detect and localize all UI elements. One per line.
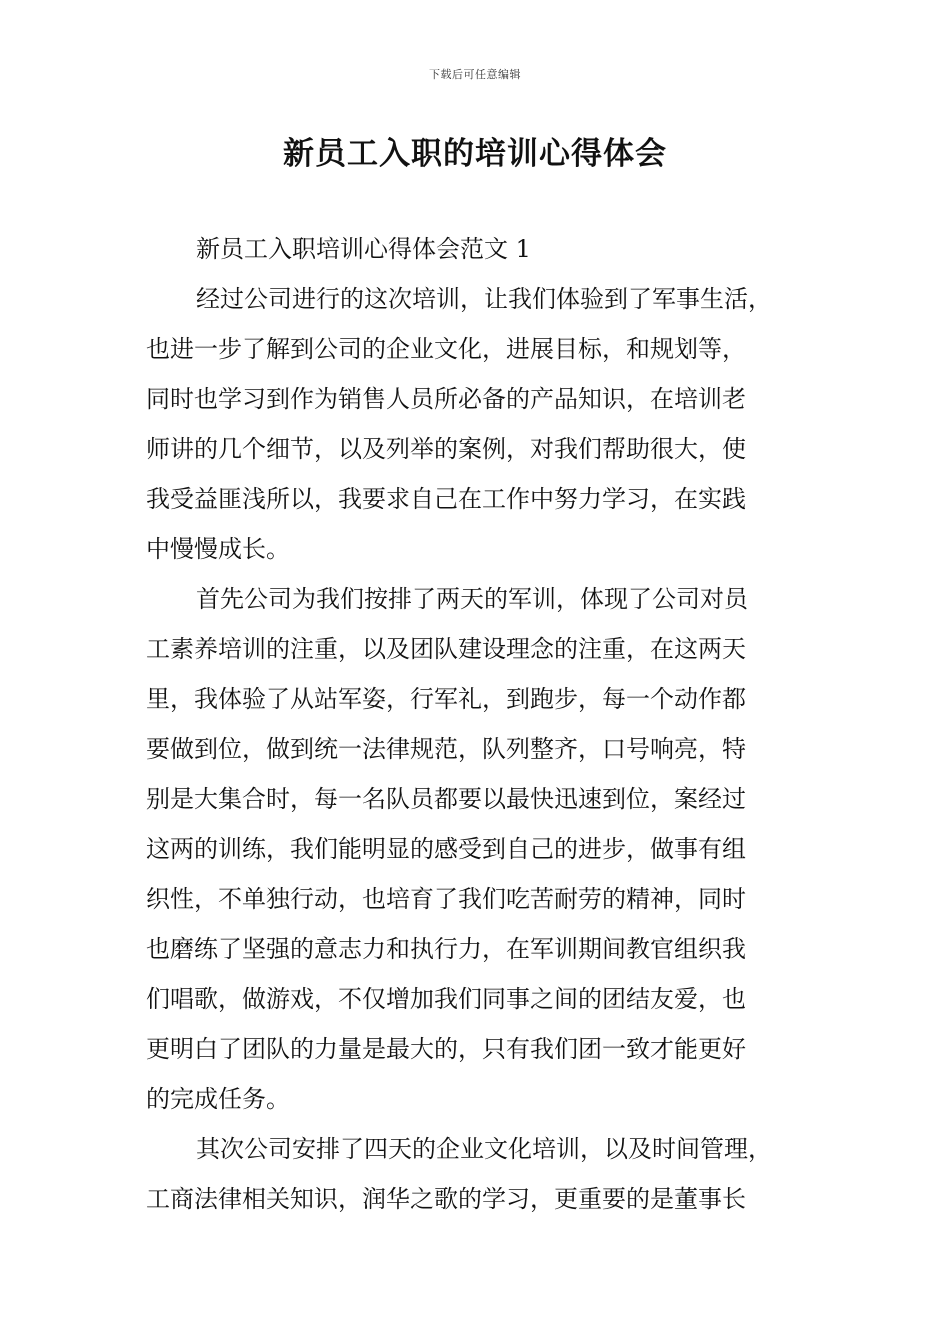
paragraph-line: 别是大集合时，每一名队员都要以最快迅速到位，案经过 [146,785,746,813]
document-title: 新员工入职的培训心得体会 [283,136,667,172]
paragraph [146,276,826,576]
paragraph-line: 师讲的几个细节，以及列举的案例，对我们帮助很大，使 [146,435,746,463]
paragraph-line: 我受益匪浅所以，我要求自己在工作中努力学习，在实践 [146,485,746,513]
paragraph-line: 工素养培训的注重，以及团队建设理念的注重，在这两天 [146,635,746,663]
paragraph-line: 这两的训练，我们能明显的感受到自己的进步，做事有组 [146,835,746,863]
paragraph-line: 里，我体验了从站军姿，行军礼，到跑步，每一个动作都 [146,685,746,713]
document-body [146,226,826,1226]
paragraph-line: 也进一步了解到公司的企业文化，进展目标，和规划等， [146,335,746,363]
paragraph-line: 也磨练了坚强的意志力和执行力，在军训期间教官组织我 [146,935,746,963]
paragraph-line: 其次公司安排了四天的企业文化培训，以及时间管理， [196,1135,772,1163]
section-subtitle: 新员工入职培训心得体会范文 1 [196,235,531,263]
paragraph-line: 工商法律相关知识，润华之歌的学习，更重要的是董事长 [146,1185,746,1213]
paragraph-line: 首先公司为我们按排了两天的军训，体现了公司对员 [196,585,748,613]
paragraph-line: 经过公司进行的这次培训，让我们体验到了军事生活， [196,285,772,313]
paragraph-line: 的完成任务。 [146,1085,290,1113]
paragraph-line: 要做到位，做到统一法律规范，队列整齐，口号响亮，特 [146,735,746,763]
paragraph-line: 织性，不单独行动，也培育了我们吃苦耐劳的精神，同时 [146,885,746,913]
paragraph [146,1126,826,1226]
header-note: 下载后可任意编辑 [429,68,521,81]
paragraph [146,576,826,1126]
paragraph-line: 更明白了团队的力量是最大的，只有我们团一致才能更好 [146,1035,746,1063]
paragraph-line: 中慢慢成长。 [146,535,290,563]
paragraph-line: 同时也学习到作为销售人员所必备的产品知识，在培训老 [146,385,746,413]
paragraph-line: 们唱歌，做游戏，不仅增加我们同事之间的团结友爱，也 [146,985,746,1013]
